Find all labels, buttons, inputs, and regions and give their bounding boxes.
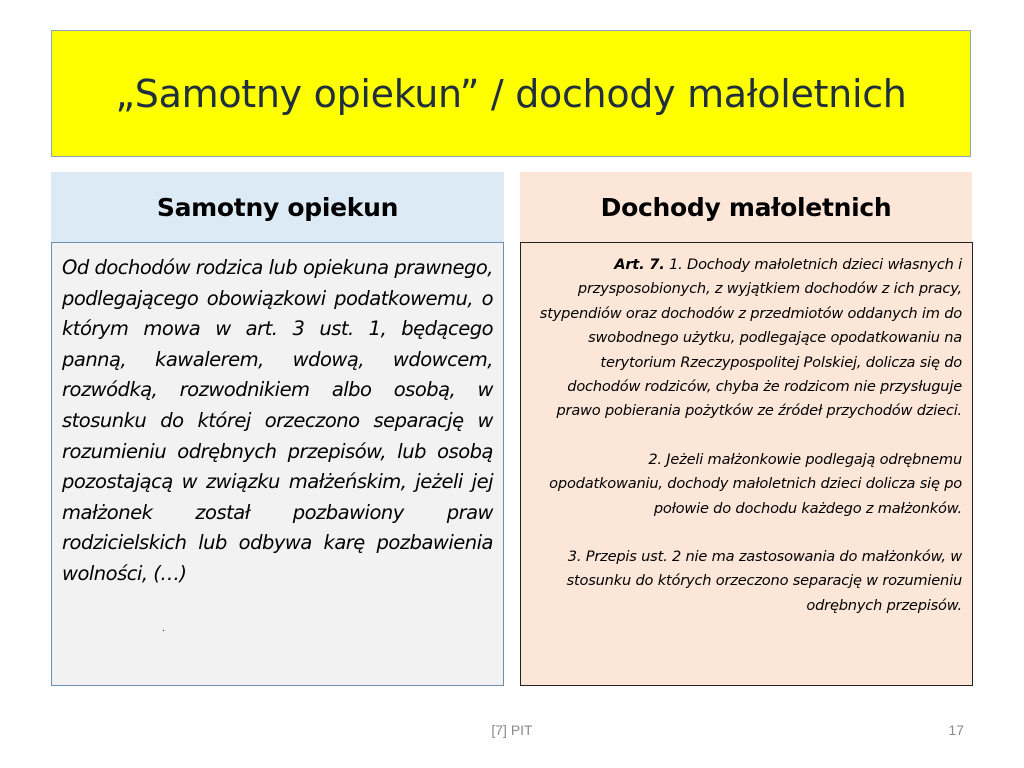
left-header-label: Samotny opiekun	[156, 192, 399, 222]
left-body-text: Od dochodów rodzica lub opiekuna prawnego, podlegającego obowiązkowi podatkowemu, o którym mowa w art. 3 ust. 1, będącego panną, kawalerem, wdową, wdowcem, rozwódką, rozwodnikiem albo osobą, w stosunku do której orzeczono separację w rozumieniu odrębnych przepisów, lub osobą pozostającą w związku małżeńskim, jeżeli jej małżonek został pozbawiony praw rodzicielskich lub odbywa karę pozbawienia wolności, (…)	[62, 256, 493, 585]
slide-title: „Samotny opiekun” / dochody małoletnich	[115, 71, 907, 116]
article-paragraph-2: 2. Jeżeli małżonkowie podlegają odrębnemu opodatkowaniu, dochody małoletnich dzieci dolicza się po połowie do dochodu każdego z małżonków.	[549, 450, 962, 517]
paragraph-1-text: 1. Dochody małoletnich dzieci własnych i przysposobionych, z wyjątkiem dochodów z ich pracy, stypendiów oraz dochodów z przedmiotów oddanych im do swobodnego użytku, podlegające opodatkowaniu na terytorium Rzeczypospolitej Polskiej, dolicza się do dochodów rodziców, chyba że rodzicom nie przysługuje prawo pobierania pożytków ze źródeł przychodów dzieci.	[539, 256, 962, 420]
article-paragraph-3: 3. Przepis ust. 2 nie ma zastosowania do małżonków, w stosunku do których orzeczono separację w rozumieniu odrębnych przepisów.	[566, 548, 962, 614]
left-column-header	[51, 172, 504, 242]
title-banner	[51, 30, 971, 157]
left-content-box	[51, 242, 504, 686]
right-content-box	[520, 242, 973, 686]
article-text	[531, 253, 962, 618]
article-paragraph-1	[531, 253, 962, 424]
right-header-label: Dochody małoletnich	[600, 192, 892, 222]
article-label: Art. 7.	[614, 256, 665, 273]
page-number: 17	[948, 722, 964, 738]
footer-label: [7] PIT	[491, 722, 533, 738]
stray-dot: .	[162, 623, 165, 634]
right-column-header	[520, 172, 972, 242]
